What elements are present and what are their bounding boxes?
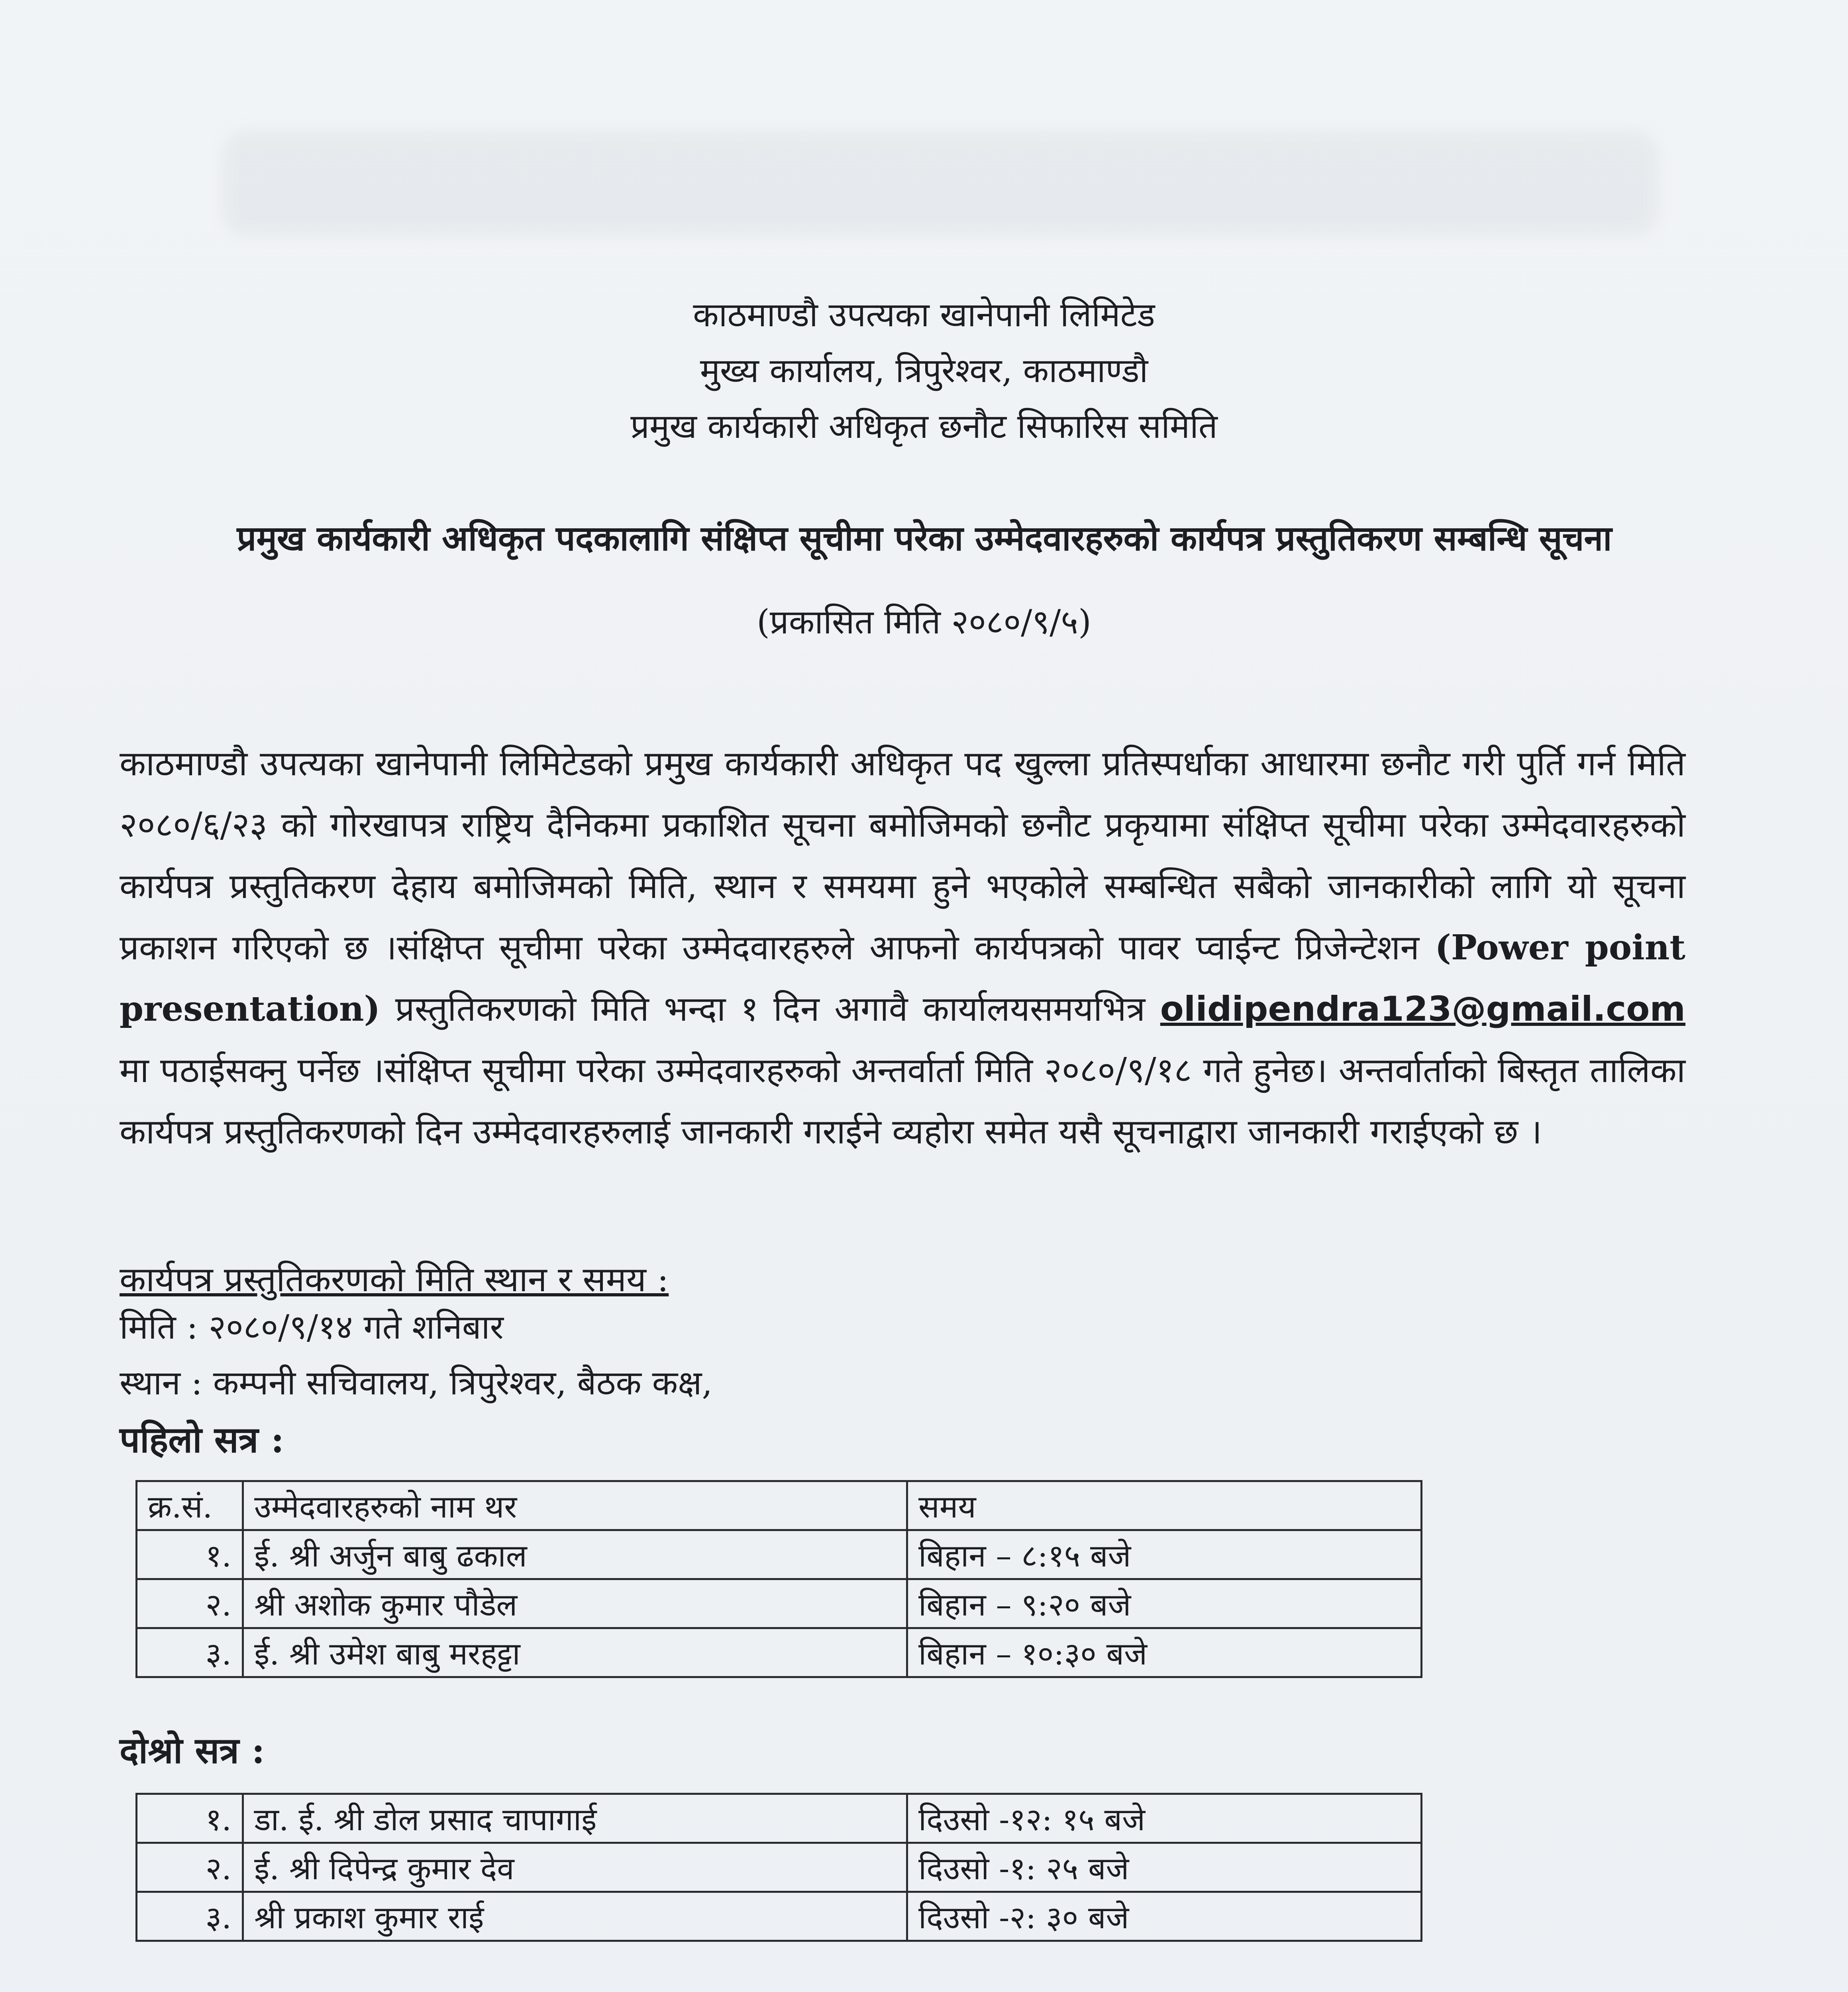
presentation-time: दिउसो -१: २५ बजे <box>907 1843 1422 1892</box>
committee-name: प्रमुख कार्यकारी अधिकृत छनौट सिफारिस समिति <box>630 407 1218 446</box>
presentation-time: दिउसो -२: ३० बजे <box>907 1892 1422 1941</box>
row-sn: ३. <box>137 1892 243 1941</box>
candidate-name: श्री अशोक कुमार पौडेल <box>243 1579 907 1628</box>
table-row <box>137 1794 1422 1843</box>
notice-title: प्रमुख कार्यकारी अधिकृत पदकालागि संक्षिप्त सूचीमा परेका उम्मेदवारहरुको कार्यपत्र प्रस्तुतिकरण सम्बन्धि सूचना <box>237 518 1612 559</box>
body-text-part3: मा पठाईसक्नु पर्नेछ ।संक्षिप्त सूचीमा परेका उम्मेदवारहरुको अन्तर्वार्ता मिति २०८०/९/१८ गते हुनेछ। अन्तर्वार्ताको बिस्तृत तालिका कार्यपत्र प्रस्तुतिकरणको दिन उम्मेदवारहरुलाई जानकारी गराईने व्यहोरा समेत यसै सूचनाद्वारा जानकारी गराईएको छ । <box>120 1051 1685 1152</box>
presentation-time: बिहान – ९:२० बजे <box>907 1579 1422 1628</box>
column-header-time: समय <box>907 1481 1422 1530</box>
notice-body <box>120 733 1685 1163</box>
table-row <box>137 1579 1422 1628</box>
session-2-table <box>135 1793 1422 1942</box>
table-header-row <box>137 1481 1422 1530</box>
table-row <box>137 1628 1422 1677</box>
reverse-side-bleed-through <box>223 131 1658 235</box>
candidate-name: ई. श्री अर्जुन बाबु ढकाल <box>243 1530 907 1579</box>
body-text-part1: काठमाण्डौ उपत्यका खानेपानी लिमिटेडको प्रमुख कार्यकारी अधिकृत पद खुल्ला प्रतिस्पर्धाका आधारमा छनौट गरी पुर्ति गर्न मिति २०८०/६/२३ को गोरखापत्र राष्ट्रिय दैनिकमा प्रकाशित सूचना बमोजिमको छनौट प्रकृयामा संक्षिप्त सूचीमा परेका उम्मेदवारहरुको कार्यपत्र प्रस्तुतिकरण देहाय बमोजिमको मिति, स्थान र समयमा हुने भएकोले सम्बन्धित सबैको जानकारीको लागि यो सूचना प्रकाशन गरिएको छ ।संक्षिप्त सूचीमा परेका उम्मेदवारहरुले आफनो कार्यपत्रको पावर प्वाईन्ट प्रिजेन्टेशन <box>120 744 1685 968</box>
table-row <box>137 1892 1422 1941</box>
power-point-label: (Power point presentation) <box>120 927 1685 1029</box>
body-text-part2: प्रस्तुतिकरणको मिति भन्दा १ दिन अगावै कार्यालयसमयभित्र <box>380 989 1160 1029</box>
candidate-name: ई. श्री दिपेन्द्र कुमार देव <box>243 1843 907 1892</box>
session-1-label: पहिलो सत्र : <box>120 1419 284 1461</box>
column-header-name: उम्मेदवारहरुको नाम थर <box>243 1481 907 1530</box>
organization-name: काठमाण्डौ उपत्यका खानेपानी लिमिटेड <box>693 295 1155 334</box>
candidate-name: डा. ई. श्री डोल प्रसाद चापागाई <box>243 1794 907 1843</box>
table-row <box>137 1530 1422 1579</box>
presentation-venue: स्थान : कम्पनी सचिवालय, त्रिपुरेश्वर, बैठक कक्ष, <box>120 1363 713 1402</box>
candidate-name: ई. श्री उमेश बाबु मरहट्टा <box>243 1628 907 1677</box>
row-sn: २. <box>137 1579 243 1628</box>
column-header-sn: क्र.सं. <box>137 1481 243 1530</box>
presentation-date: मिति : २०८०/९/१४ गते शनिबार <box>120 1308 504 1347</box>
presentation-time: बिहान – ८:१५ बजे <box>907 1530 1422 1579</box>
session-1-table <box>135 1480 1422 1678</box>
presentation-time: दिउसो -१२: १५ बजे <box>907 1794 1422 1843</box>
schedule-heading: कार्यपत्र प्रस्तुतिकरणको मिति स्थान र समय : <box>120 1260 669 1300</box>
email-link[interactable]: olidipendra123@gmail.com <box>1160 989 1685 1029</box>
table-row <box>137 1843 1422 1892</box>
row-sn: १. <box>137 1794 243 1843</box>
session-2-label: दोश्रो सत्र : <box>120 1729 265 1772</box>
row-sn: ३. <box>137 1628 243 1677</box>
published-date: (प्रकासित मिति २०८०/९/५) <box>757 602 1091 641</box>
row-sn: २. <box>137 1843 243 1892</box>
row-sn: १. <box>137 1530 243 1579</box>
office-address: मुख्य कार्यालय, त्रिपुरेश्वर, काठमाण्डौ <box>700 351 1148 390</box>
presentation-time: बिहान – १०:३० बजे <box>907 1628 1422 1677</box>
candidate-name: श्री प्रकाश कुमार राई <box>243 1892 907 1941</box>
